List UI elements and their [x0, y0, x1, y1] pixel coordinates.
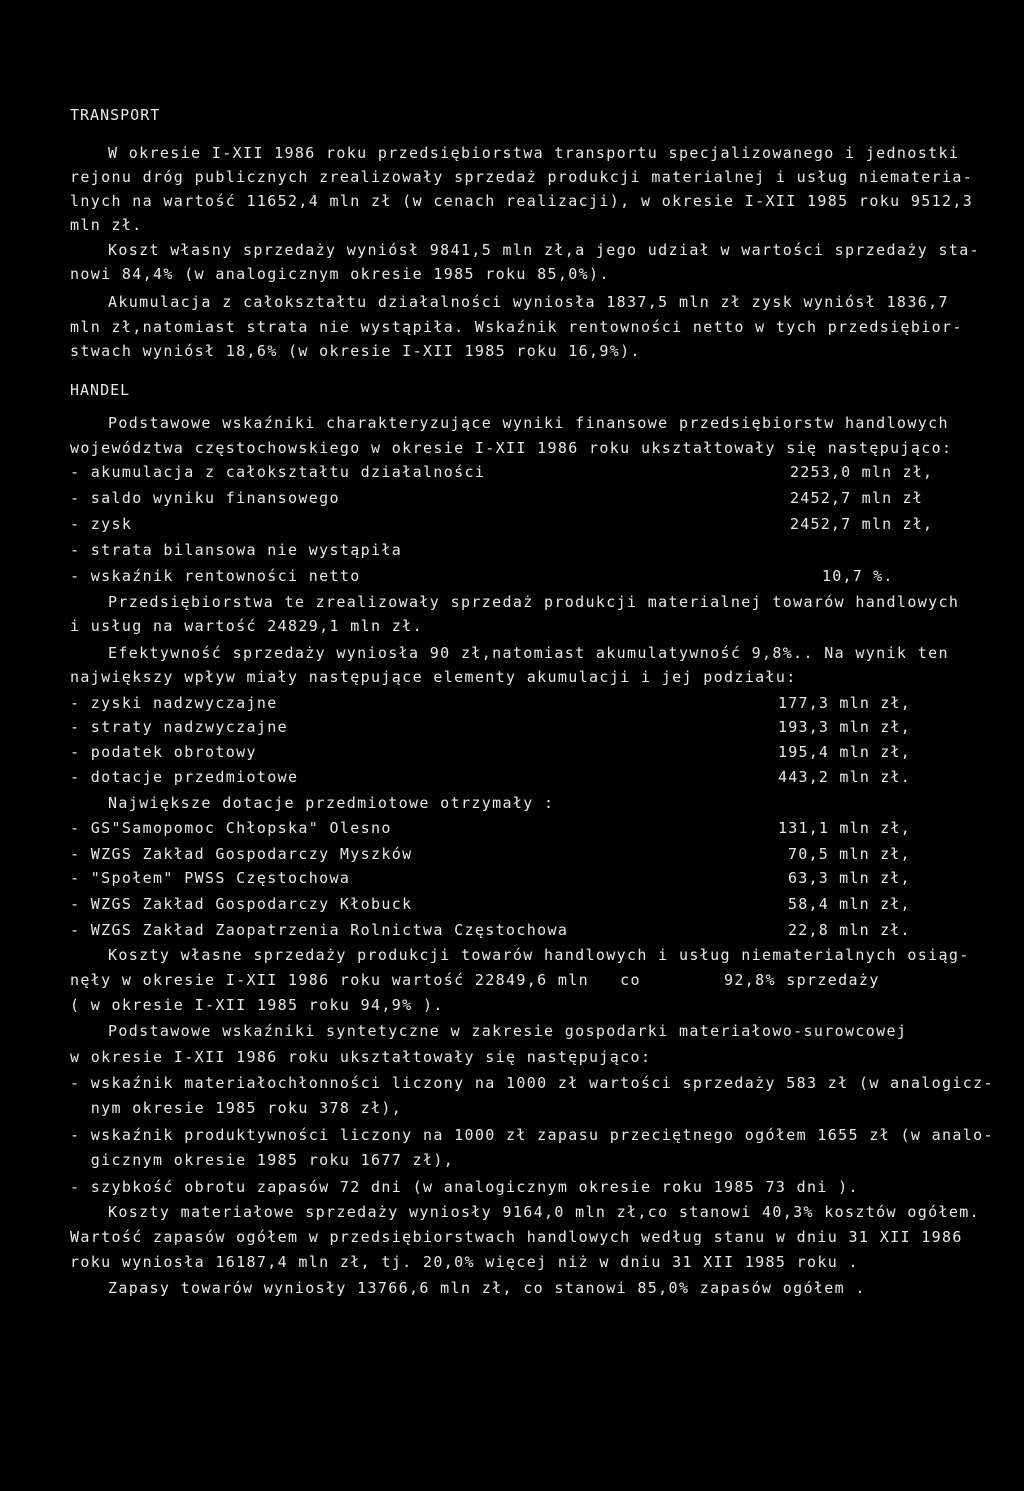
subsidy-value: 63,3 mln zł, — [788, 869, 911, 887]
subsidy-value: 131,1 mln zł, — [778, 819, 911, 837]
indicator-value: 2452,7 mln zł, — [790, 515, 934, 533]
subsidy-label: - WZGS Zakład Gospodarczy Myszków — [70, 845, 413, 863]
transport-line: W okresie I-XII 1986 roku przedsiębiorstwa transportu specjalizowanego i jednostki — [108, 144, 960, 162]
synthetic-line: roku wyniosła 16187,4 mln zł, tj. 20,0% więcej niż w dniu 31 XII 1985 roku . — [70, 1253, 859, 1271]
indicator-label: - akumulacja z całokształtu działalności — [70, 463, 486, 481]
handel-heading: HANDEL — [70, 381, 131, 399]
indicator-label: - zysk — [70, 515, 133, 533]
element-value: 177,3 mln zł, — [778, 694, 911, 712]
handel-intro-line: Podstawowe wskaźniki charakteryzujące wyniki finansowe przedsiębiorstw handlowych — [108, 414, 949, 432]
indicator-value: 10,7 %. — [822, 567, 894, 585]
synthetic-line: - wskaźnik materiałochłonności liczony na 1000 zł wartości sprzedaży 583 zł (w analogicz- — [70, 1074, 994, 1092]
transport-line: mln zł,natomiast strata nie wystąpiła. Wskaźnik rentowności netto w tych przedsiębior- — [70, 318, 963, 336]
transport-line: nowi 84,4% (w analogicznym okresie 1985 roku 85,0%). — [70, 265, 610, 283]
element-label: - podatek obrotowy — [70, 743, 257, 761]
element-label: - dotacje przedmiotowe — [70, 768, 299, 786]
subsidy-label: - GS"Samopomoc Chłopska" Olesno — [70, 819, 392, 837]
transport-line: lnych na wartość 11652,4 mln zł (w cenach realizacji), w okresie I-XII 1985 roku 9512,3 — [70, 192, 974, 210]
subsidies-heading: Największe dotacje przedmiotowe otrzymały : — [108, 794, 555, 812]
sales-line: Przedsiębiorstwa te zrealizowały sprzedaż produkcji materialnej towarów handlowych — [108, 593, 960, 611]
transport-line: mln zł. — [70, 216, 143, 234]
cost-line: ( w okresie I-XII 1985 roku 94,9% ). — [70, 996, 444, 1014]
synthetic-line: Wartość zapasów ogółem w przedsiębiorstwach handlowych według stanu w dniu 31 XII 1986 — [70, 1228, 963, 1246]
element-label: - zyski nadzwyczajne — [70, 694, 278, 712]
transport-line: rejonu dróg publicznych zrealizowały sprzedaż produkcji materialnej i usług niemateria- — [70, 168, 974, 186]
handel-intro-line: województwa częstochowskiego w okresie I-XII 1986 roku ukształtowały się następująco: — [70, 439, 953, 457]
indicator-label: - wskaźnik rentowności netto — [70, 567, 361, 585]
subsidy-value: 58,4 mln zł, — [788, 895, 911, 913]
subsidy-value: 70,5 mln zł, — [788, 845, 911, 863]
synthetic-line: nym okresie 1985 roku 378 zł), — [70, 1099, 403, 1117]
element-value: 193,3 mln zł, — [778, 718, 911, 736]
transport-heading: TRANSPORT — [70, 106, 161, 124]
cost-line: Koszty własne sprzedaży produkcji towarów handlowych i usług niematerialnych osiąg- — [108, 946, 970, 964]
synthetic-line: Podstawowe wskaźniki syntetyczne w zakresie gospodarki materiałowo-surowcowej — [108, 1022, 908, 1040]
synthetic-line: Koszty materiałowe sprzedaży wyniosły 9164,0 mln zł,co stanowi 40,3% kosztów ogółem. — [108, 1203, 980, 1221]
element-value: 443,2 mln zł. — [778, 768, 911, 786]
synthetic-line: gicznym okresie 1985 roku 1677 zł), — [70, 1151, 455, 1169]
synthetic-line: Zapasy towarów wyniosły 13766,6 mln zł, co stanowi 85,0% zapasów ogółem . — [108, 1279, 866, 1297]
transport-line: Koszt własny sprzedaży wyniósł 9841,5 mln zł,a jego udział w wartości sprzedaży sta- — [108, 241, 980, 259]
indicator-value: 2253,0 mln zł, — [790, 463, 934, 481]
transport-line: Akumulacja z całokształtu działalności wyniosła 1837,5 mln zł zysk wyniósł 1836,7 — [108, 293, 949, 311]
synthetic-line: - wskaźnik produktywności liczony na 1000 zł zapasu przeciętnego ogółem 1655 zł (w analo- — [70, 1126, 994, 1144]
indicator-label: - saldo wyniku finansowego — [70, 489, 340, 507]
synthetic-line: - szybkość obrotu zapasów 72 dni (w analogicznym okresie roku 1985 73 dni ). — [70, 1178, 859, 1196]
sales-line: Efektywność sprzedaży wyniosła 90 zł,natomiast akumulatywność 9,8%.. Na wynik ten — [108, 644, 949, 662]
indicator-value: 2452,7 mln zł — [790, 489, 923, 507]
sales-line: i usług na wartość 24829,1 mln zł. — [70, 617, 423, 635]
sales-line: największy wpływ miały następujące elementy akumulacji i jej podziału: — [70, 668, 797, 686]
synthetic-line: w okresie I-XII 1986 roku ukształtowały się następująco: — [70, 1048, 652, 1066]
subsidy-label: - WZGS Zakład Gospodarczy Kłobuck — [70, 895, 413, 913]
element-label: - straty nadzwyczajne — [70, 718, 288, 736]
transport-line: stwach wyniósł 18,6% (w okresie I-XII 1985 roku 16,9%). — [70, 342, 641, 360]
subsidy-value: 22,8 mln zł. — [788, 921, 911, 939]
subsidy-label: - "Społem" PWSS Częstochowa — [70, 869, 351, 887]
element-value: 195,4 mln zł, — [778, 743, 911, 761]
subsidy-label: - WZGS Zakład Zaopatrzenia Rolnictwa Częstochowa — [70, 921, 569, 939]
indicator-label: - strata bilansowa nie wystąpiła — [70, 541, 403, 559]
cost-line: nęły w okresie I-XII 1986 roku wartość 22849,6 mln co 92,8% sprzedaży — [70, 971, 880, 989]
